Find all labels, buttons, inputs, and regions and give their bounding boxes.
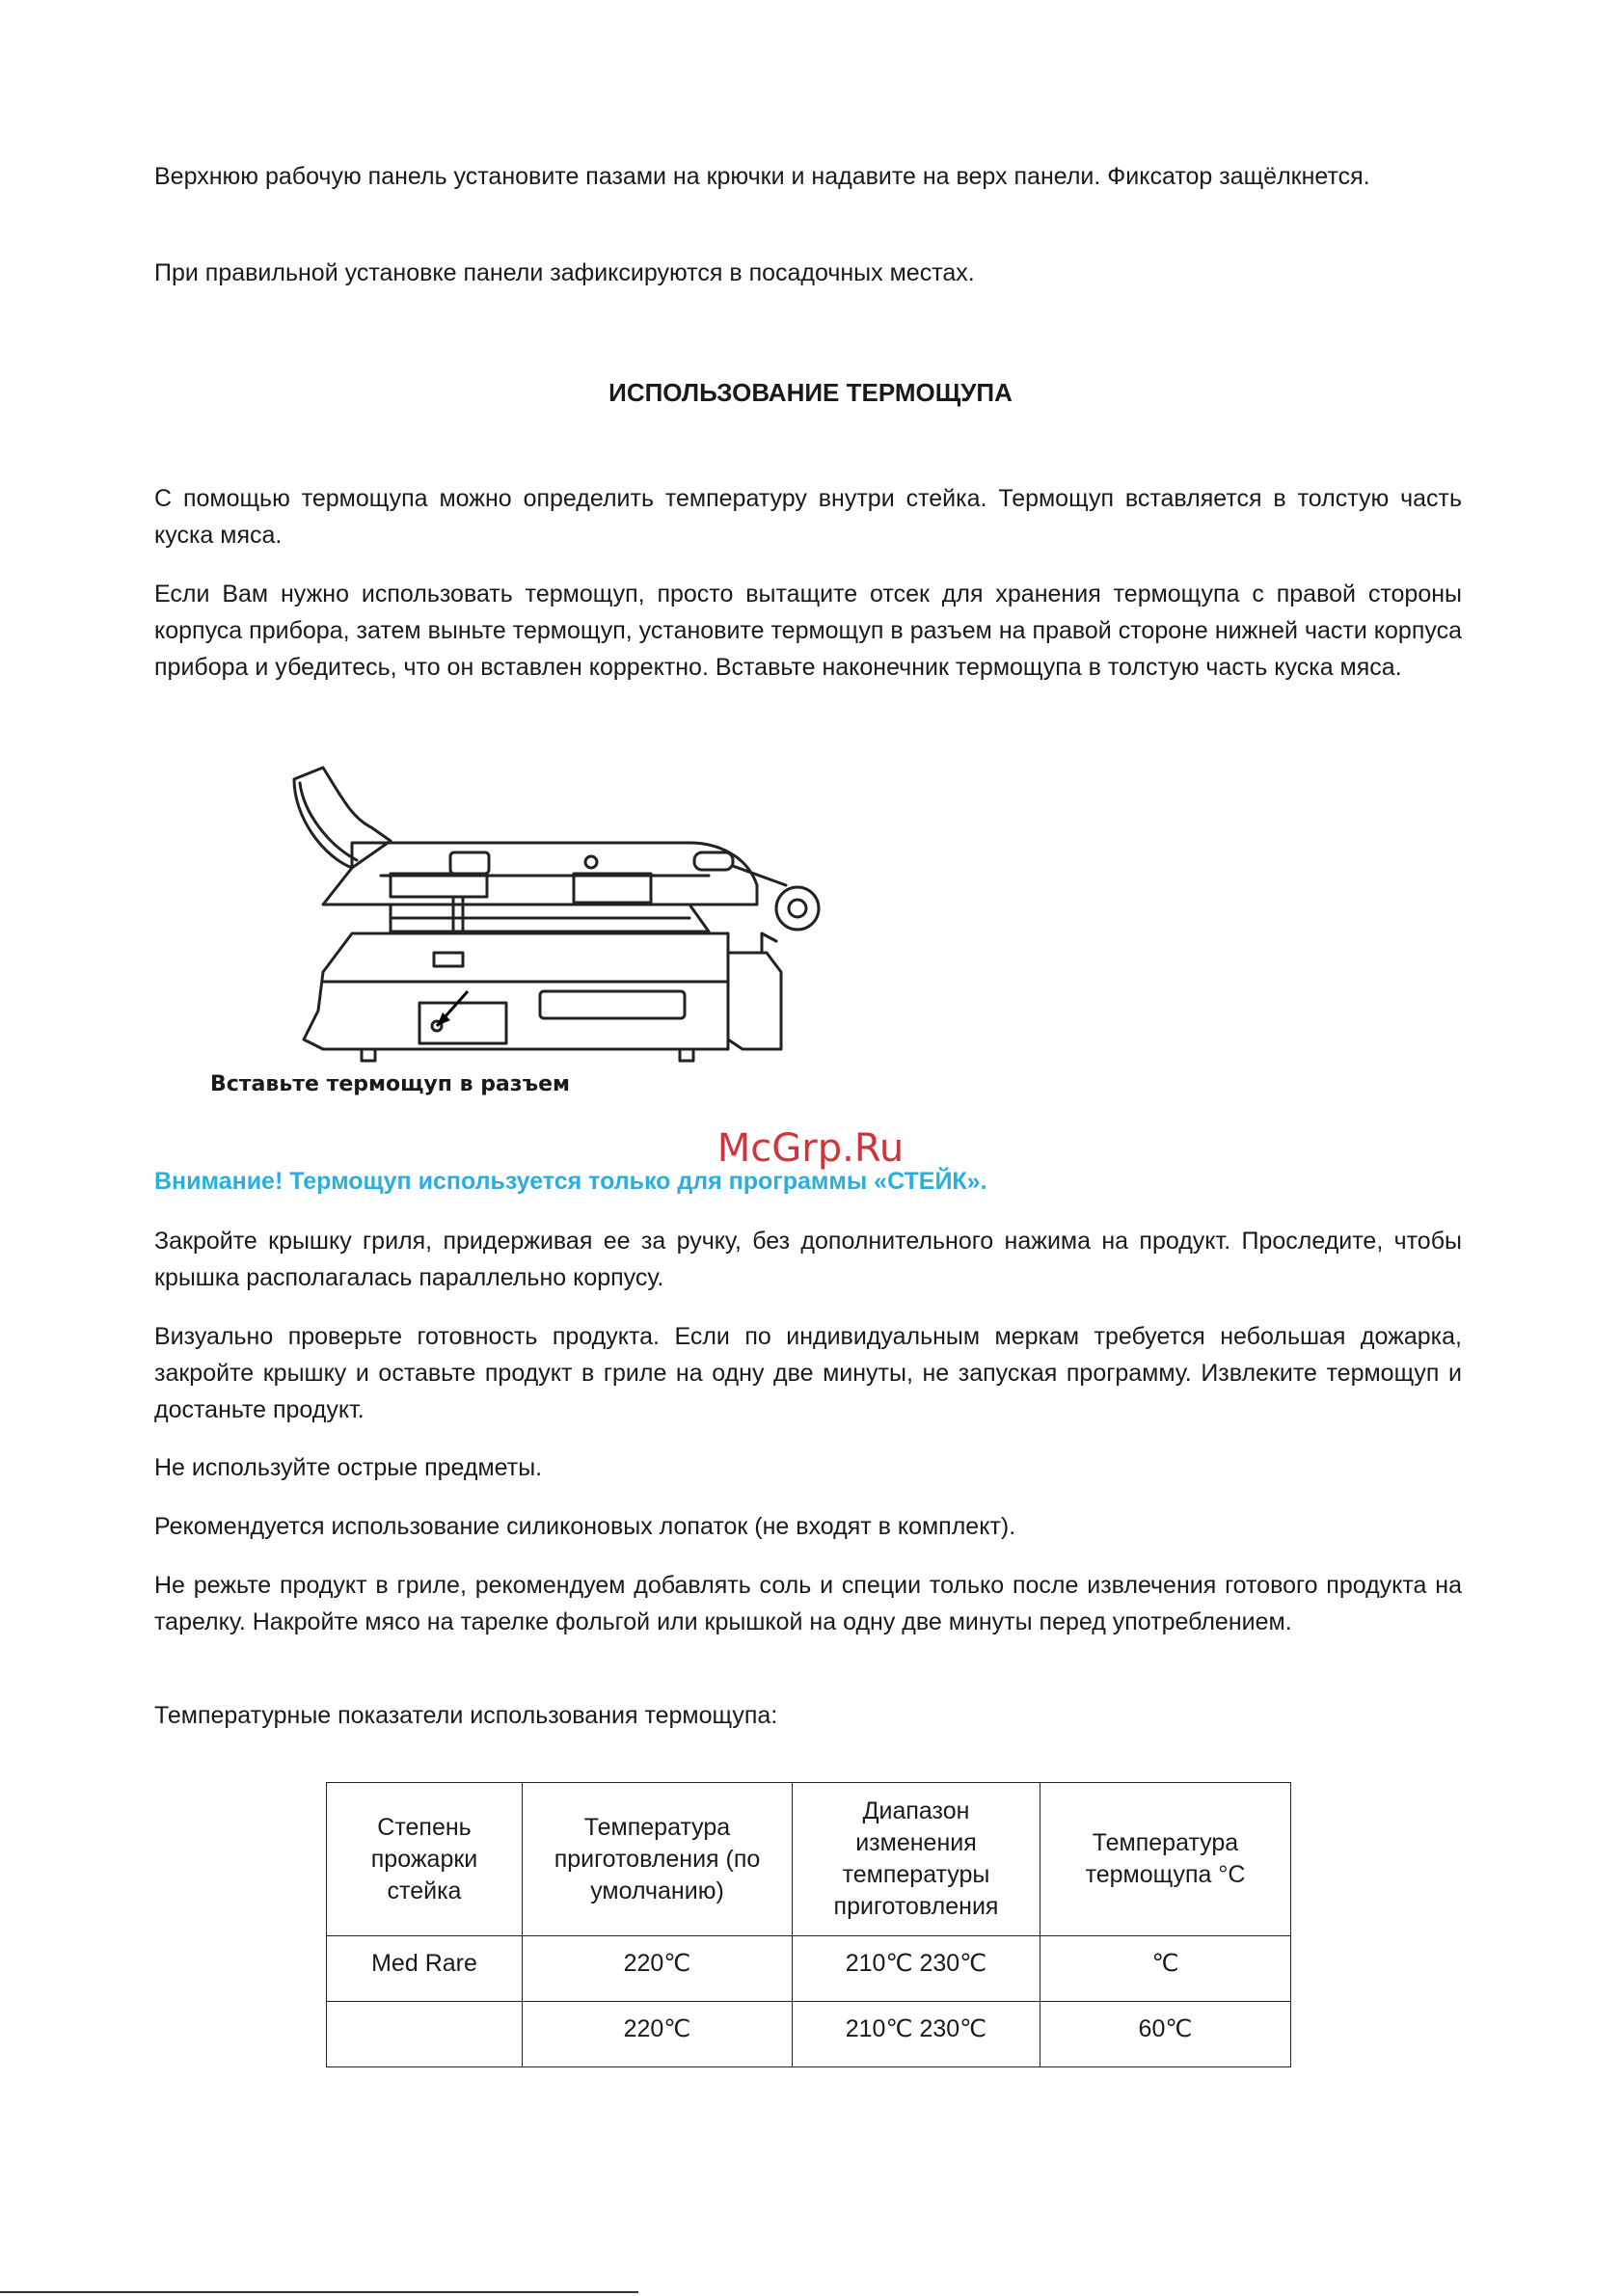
cell-default-temp: 220℃ xyxy=(523,2002,793,2067)
paragraph-temp-intro: Температурные показатели использования термощупа: xyxy=(154,1702,778,1729)
grill-handle xyxy=(294,768,391,868)
cell-temp-range: 210℃ 230℃ xyxy=(793,1936,1040,2002)
hinge-knob xyxy=(776,887,819,930)
cell-doneness xyxy=(327,2002,523,2067)
paragraph-panel-fixed: При правильной установке панели зафиксируются в посадочных местах. xyxy=(154,259,975,286)
paragraph-probe-instructions: Если Вам нужно использовать термощуп, просто вытащите отсек для хранения термощупа с правой стороны корпуса прибора, затем выньте термощуп, установите термощуп в разъем на правой стороне нижней части корпуса прибора и убедитесь, что он вставлен корректно. Вставьте наконечник термощупа в толстую часть куска мяса. xyxy=(154,581,1462,681)
grill-lid xyxy=(323,843,757,905)
cell-temp-range: 210℃ 230℃ xyxy=(793,2002,1040,2067)
watermark-text: McGrp.Ru xyxy=(716,1126,905,1171)
paragraph-panel-install: Верхнюю рабочую панель установите пазами на крючки и надавите на верх панели. Фиксатор защёлкнется. xyxy=(154,163,1370,190)
paragraph-no-sharp: Не используйте острые предметы. xyxy=(154,1454,543,1481)
table-row xyxy=(327,2002,1291,2067)
drip-tray xyxy=(540,991,685,1018)
header-doneness: Степень прожарки стейка xyxy=(327,1783,523,1936)
header-temp-range: Диапазон изменения температуры приготовления xyxy=(793,1783,1040,1936)
table-header-row xyxy=(327,1783,1291,1936)
paragraph-probe-purpose: С помощью термощупа можно определить температуру внутри стейка. Термощуп вставляется в толстую часть куска мяса. xyxy=(154,485,1462,549)
paragraph-silicone: Рекомендуется использование силиконовых лопаток (не входят в комплект). xyxy=(154,1513,1016,1540)
table-row xyxy=(327,1936,1291,2002)
header-default-temp: Температура приготовления (по умолчанию) xyxy=(523,1783,793,1936)
paragraph-check-ready: Визуально проверьте готовность продукта. Если по индивидуальным меркам требуется небольшая дожарка, закройте крышку и оставьте продукт в гриле на одну две минуты, не запуская программу. Извлеките термощуп и достаньте продукт. xyxy=(154,1323,1462,1423)
cell-probe-temp: ℃ xyxy=(1040,1936,1291,2002)
paragraph-close-lid: Закройте крышку гриля, придерживая ее за ручку, без дополнительного нажима на продукт. Проследите, чтобы крышка располагалась параллельно корпусу. xyxy=(154,1228,1462,1291)
cell-doneness: Med Rare xyxy=(327,1936,523,2002)
header-probe-temp: Температура термощупа °С xyxy=(1040,1783,1291,1936)
figure-caption: Вставьте термощуп в разъем xyxy=(210,1072,571,1096)
paragraph-no-cutting: Не режьте продукт в гриле, рекомендуем добавлять соль и специи только после извлечения готового продукта на тарелку. Накройте мясо на тарелке фольгой или крышкой на одну две минуты перед употреблением. xyxy=(154,1572,1462,1635)
section-heading: ИСПОЛЬЗОВАНИЕ ТЕРМОЩУПА xyxy=(608,378,1013,407)
footer-divider xyxy=(0,2291,638,2293)
warning-note: Внимание! Термощуп используется только для программы «СТЕЙК». xyxy=(154,1168,987,1195)
lid-latch xyxy=(450,852,489,874)
cell-default-temp: 220℃ xyxy=(523,1936,793,2002)
temperature-table xyxy=(326,1782,1291,2067)
grill-probe-illustration xyxy=(207,760,863,1107)
cell-probe-temp: 60℃ xyxy=(1040,2002,1291,2067)
lid-slider xyxy=(694,852,733,870)
